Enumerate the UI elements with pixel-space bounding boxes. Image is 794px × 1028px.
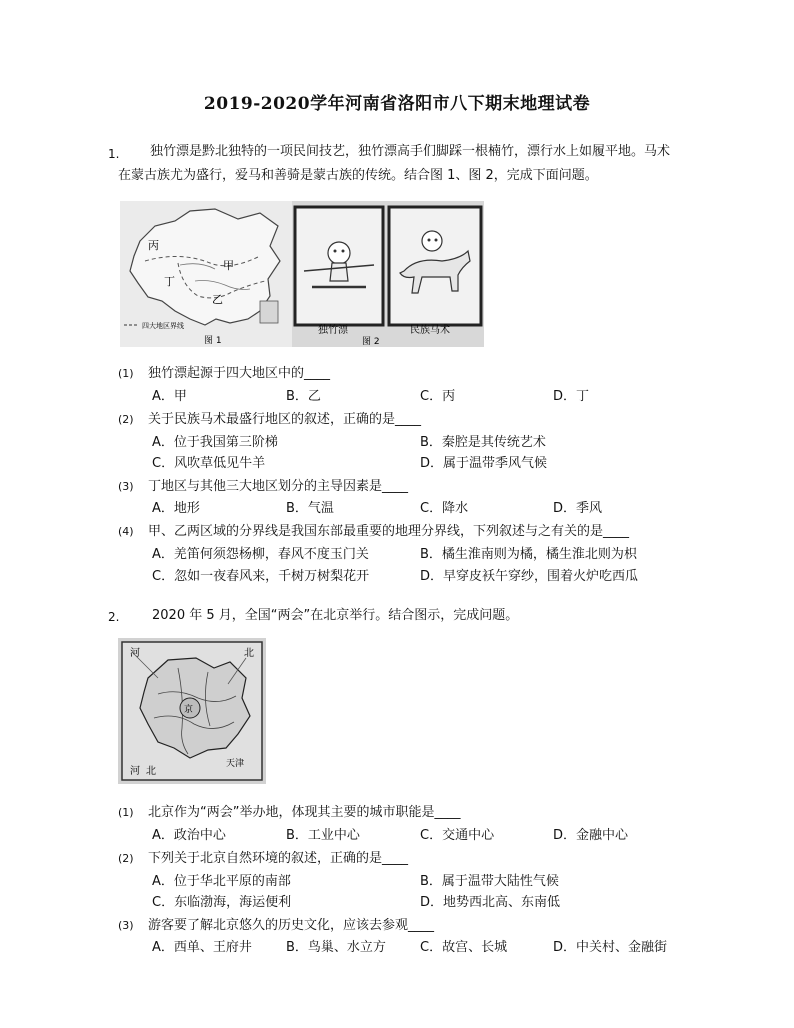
- region-label: 丁: [164, 275, 175, 288]
- figure-caption: 图 2: [362, 337, 380, 347]
- sports-cards-figure: [292, 201, 484, 347]
- sports-cards-image: [292, 201, 484, 347]
- option-c[interactable]: C．交通中心: [420, 828, 495, 843]
- option-c[interactable]: C．丙: [420, 389, 456, 404]
- map-legend-label: 四大地区界线: [142, 322, 184, 330]
- option-d[interactable]: D．地势西北高、东南低: [420, 895, 561, 910]
- option-b[interactable]: B．工业中心: [286, 828, 360, 843]
- figure-caption: 图 1: [204, 336, 222, 346]
- region-label: 丙: [148, 239, 159, 252]
- subquestion-text: 下列关于北京自然环境的叙述，正确的是____: [148, 851, 409, 866]
- beijing-map-image: [118, 638, 266, 784]
- option-a[interactable]: A．位于华北平原的南部: [152, 874, 291, 889]
- subquestion: [118, 801, 460, 820]
- subquestion-text: 丁地区与其他三大地区划分的主导因素是____: [148, 479, 409, 494]
- china-map-image: [120, 201, 292, 347]
- subquestion-number: (4): [118, 525, 134, 538]
- option-a[interactable]: A．羌笛何须怨杨柳，春风不度玉门关: [152, 547, 369, 562]
- subquestion-number: (3): [118, 919, 134, 932]
- subquestion-number: (1): [118, 806, 134, 819]
- option-a[interactable]: A．地形: [152, 501, 200, 516]
- option-b[interactable]: B．属于温带大陆性气候: [420, 874, 559, 889]
- option-b[interactable]: B．秦腔是其传统艺术: [420, 435, 546, 450]
- option-a[interactable]: A．甲: [152, 389, 187, 404]
- option-c[interactable]: C．故宫、长城: [420, 940, 508, 955]
- question-stem-line: 独竹漂是黔北独特的一项民间技艺，独竹漂高手们脚踩一根楠竹，漂行水上如履平地。马术: [150, 144, 671, 159]
- option-d[interactable]: D．中关村、金融街: [553, 940, 668, 955]
- option-d[interactable]: D．早穿皮袄午穿纱，围着火炉吃西瓜: [420, 569, 639, 584]
- option-c[interactable]: C．降水: [420, 501, 469, 516]
- option-c[interactable]: C．风吹草低见牛羊: [152, 456, 266, 471]
- option-b[interactable]: B．气温: [286, 501, 334, 516]
- subquestion-number: (3): [118, 480, 134, 493]
- question-stem-line: 2020 年 5 月，全国“两会”在北京举行。结合图示，完成问题。: [152, 608, 519, 623]
- subquestion-number: (2): [118, 413, 134, 426]
- option-b[interactable]: B．橘生淮南则为橘，橘生淮北则为枳: [420, 547, 637, 562]
- option-c[interactable]: C．忽如一夜春风来，千树万树梨花开: [152, 569, 370, 584]
- card-label: 民族马术: [410, 325, 450, 336]
- map-label: 京: [184, 705, 194, 715]
- question-number: 1.: [108, 147, 120, 161]
- option-d[interactable]: D．属于温带季风气候: [420, 456, 548, 471]
- option-a[interactable]: A．政治中心: [152, 828, 226, 843]
- question-stem-line: 在蒙古族尤为盛行，爱马和善骑是蒙古族的传统。结合图 1、图 2，完成下面问题。: [118, 168, 598, 183]
- subquestion-text: 关于民族马术最盛行地区的叙述，正确的是____: [148, 412, 422, 427]
- option-a[interactable]: A．位于我国第三阶梯: [152, 435, 278, 450]
- subquestion-text: 独竹漂起源于四大地区中的____: [148, 366, 331, 381]
- option-c[interactable]: C．东临渤海，海运便利: [152, 895, 292, 910]
- question-number: 2.: [108, 610, 120, 624]
- map-label: 北: [244, 648, 254, 659]
- option-b[interactable]: B．鸟巢、水立方: [286, 940, 386, 955]
- subquestion: [118, 914, 434, 933]
- map-label: 河: [130, 648, 140, 659]
- page-title: 2019-2020学年河南省洛阳市八下期末地理试卷: [203, 94, 591, 114]
- map-label: 河: [130, 766, 140, 777]
- subquestion: [118, 475, 408, 494]
- map-label: 北: [146, 766, 156, 777]
- option-a[interactable]: A．西单、王府井: [152, 940, 252, 955]
- subquestion-number: (1): [118, 367, 134, 380]
- subquestion: [118, 408, 421, 427]
- map-label: 天津: [226, 759, 245, 769]
- region-label: 乙: [212, 293, 223, 306]
- beijing-map-figure: [118, 638, 266, 784]
- subquestion-text: 游客要了解北京悠久的历史文化，应该去参观____: [148, 918, 435, 933]
- option-d[interactable]: D．金融中心: [553, 828, 629, 843]
- subquestion: [118, 362, 330, 381]
- region-label: 甲: [223, 259, 234, 272]
- china-regions-map-figure: [120, 201, 292, 347]
- card-label: 独竹漂: [318, 325, 348, 336]
- subquestion: [118, 520, 629, 539]
- option-d[interactable]: D．季风: [553, 501, 603, 516]
- option-d[interactable]: D．丁: [553, 389, 590, 404]
- subquestion: [118, 847, 408, 866]
- option-b[interactable]: B．乙: [286, 389, 321, 404]
- subquestion-text: 北京作为“两会”举办地，体现其主要的城市职能是____: [148, 805, 461, 820]
- subquestion-text: 甲、乙两区域的分界线是我国东部最重要的地理分界线，下列叙述与之有关的是____: [148, 524, 630, 539]
- subquestion-number: (2): [118, 852, 134, 865]
